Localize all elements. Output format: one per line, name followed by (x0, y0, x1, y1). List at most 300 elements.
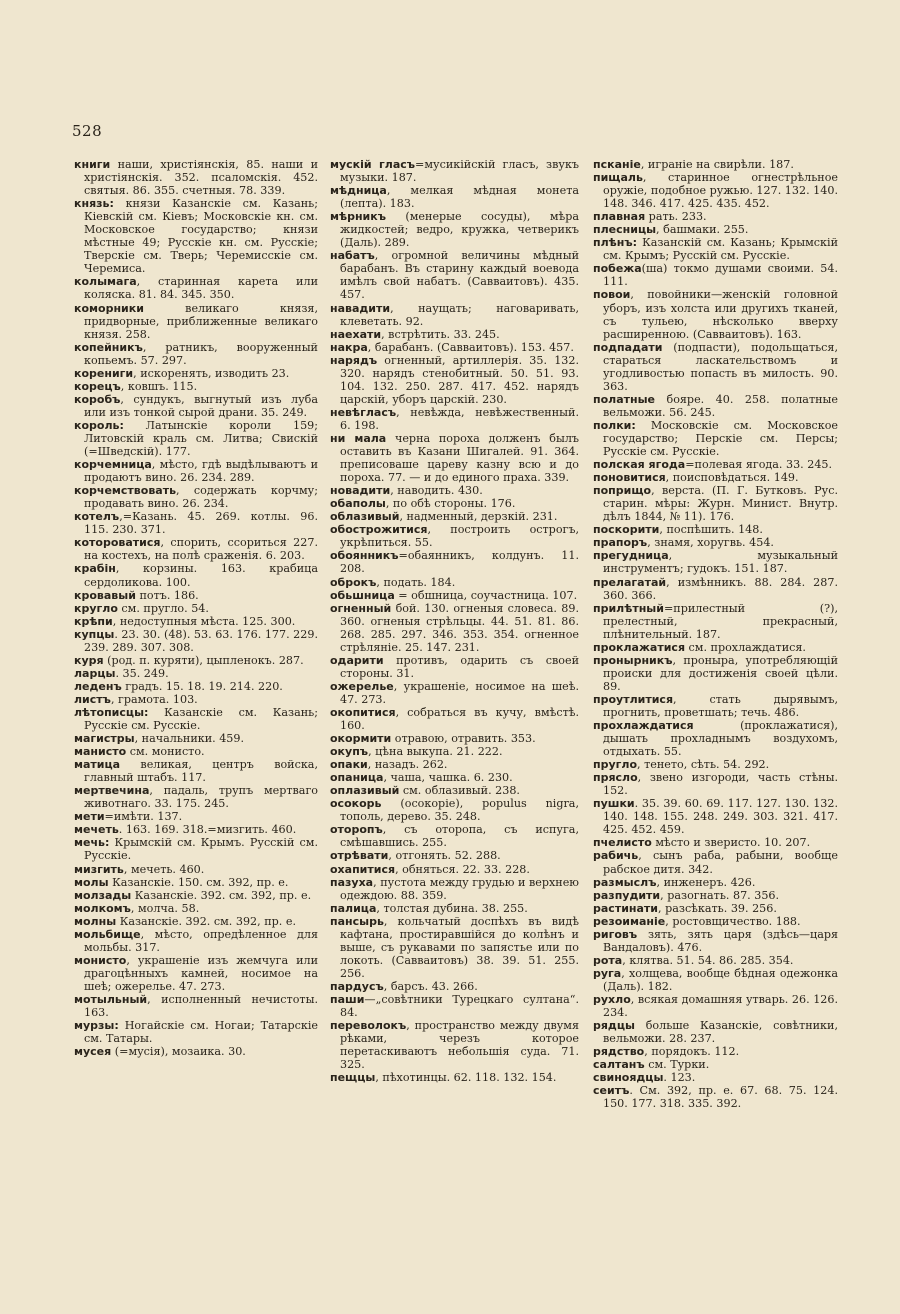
index-entry (74, 484, 318, 510)
entry-text: , наводить. 430. (390, 484, 483, 498)
entry-headword: прегудница (593, 549, 669, 563)
entry-headword: прелагатай (593, 575, 667, 589)
index-entry (330, 1071, 579, 1084)
entry-text: =мусикійскій гласъ, звукъ музыки. 187. (340, 158, 580, 185)
entry-headword: прилѣтный (593, 601, 664, 615)
index-entry (330, 328, 579, 341)
index-entry (74, 589, 318, 602)
entry-headword: корчемница (74, 458, 152, 472)
index-entry (330, 849, 579, 862)
entry-text: , цѣна выкупа. 21. 222. (368, 745, 503, 759)
entry-headword: окупъ (330, 745, 369, 759)
entry-text: , мѣсто, гдѣ выдѣлываютъ и продаютъ вино. 26. 234. 289. (84, 458, 318, 485)
entry-text: , отгонять. 52. 288. (388, 849, 501, 863)
entry-headword: размыслъ (593, 875, 657, 889)
entry-text: , инженеръ. 426. (656, 875, 756, 889)
entry-text: , чаша, чашка. 6. 230. (383, 771, 513, 785)
index-column-2 (330, 158, 579, 1084)
index-column-1 (74, 158, 318, 1058)
index-entry (74, 158, 318, 197)
entry-text: , порядокъ. 112. (644, 1045, 740, 1059)
index-entry (74, 1045, 318, 1058)
index-entry (74, 1019, 318, 1045)
index-entry (593, 928, 838, 954)
entry-headword: котелъ (74, 510, 120, 524)
entry-headword: разпудити (593, 888, 661, 902)
entry-headword: матица (74, 758, 121, 772)
index-entry (74, 380, 318, 393)
entry-text: (=мусія), мозаика. 30. (111, 1045, 246, 1059)
entry-text: , разогнать. 87. 356. (660, 888, 780, 902)
entry-headword: колымага (74, 275, 137, 289)
entry-headword: новадити (330, 484, 391, 498)
index-entry (74, 693, 318, 706)
entry-text: , холщева, вообще бѣдная одежонка (Даль). 182. (603, 966, 838, 993)
entry-headword: опаки (330, 758, 368, 772)
entry-text: , падаль, трупъ мертваго животнаго. 33. 175. 245. (84, 784, 318, 811)
index-entry (593, 954, 838, 967)
entry-text: , недоступныя мѣста. 125. 300. (112, 614, 296, 628)
index-entry (593, 654, 838, 693)
entry-headword: рухло (593, 993, 631, 1006)
entry-headword: крабін (74, 562, 116, 576)
entry-headword: пансырь (330, 914, 384, 928)
index-entry (593, 719, 838, 758)
index-entry (593, 262, 838, 288)
entry-text: = обшница, соучастница. 107. (394, 588, 578, 602)
entry-headword: охапитися (330, 862, 396, 876)
entry-text: , клятва. 51. 54. 86. 285. 354. (622, 953, 794, 967)
index-entry (74, 341, 318, 367)
entry-headword: корчемствовать (74, 484, 177, 498)
entry-headword: поприщо (593, 484, 652, 498)
entry-text: (ша) токмо душами своими. 54. 111. (603, 262, 838, 289)
entry-headword: одарити (330, 653, 384, 667)
entry-headword: набатъ (330, 249, 375, 263)
entry-text: =прилестный (?), прелестный, прекрасный, плѣнительный. 187. (603, 601, 838, 641)
entry-headword: обаполы (330, 497, 386, 511)
index-entry (593, 549, 838, 575)
entry-text: , украшеніе изъ жемчуга или драгоцѣнныхъ камней, носимое на шеѣ; ожерелье. 47. 273. (84, 953, 318, 993)
entry-text: , барсъ. 43. 266. (383, 979, 478, 993)
entry-headword: побежа (593, 262, 642, 276)
entry-text: ,=Казань. 45. 269. котлы. 96. 115. 230. 371. (84, 510, 318, 537)
entry-text: , ростовщичество. 188. (665, 914, 801, 928)
index-entry (330, 589, 579, 602)
index-entry (593, 1071, 838, 1084)
entry-text: см. пругло. 54. (117, 601, 209, 615)
index-entry (330, 576, 579, 589)
index-entry (593, 889, 838, 902)
index-entry (593, 1019, 838, 1045)
index-entry (74, 510, 318, 536)
entry-headword: резоиманіе (593, 914, 666, 928)
entry-headword: мѣдница (330, 184, 387, 198)
index-entry (330, 771, 579, 784)
entry-headword: подпадати (593, 340, 663, 354)
entry-text: , ратникъ, вооруженный копьемъ. 57. 297. (84, 340, 318, 367)
entry-text: огненный, артиллерія. 35. 132. 320. нарядъ стенобитный. 50. 51. 93. 104. 132. 250. 287. 417. 452. нарядъ царскій, уборъ царскій. 230. (340, 353, 579, 406)
entry-headword: рабичь (593, 849, 639, 863)
index-entry (593, 158, 838, 171)
entry-text: , знамя, хоругвь. 454. (647, 536, 774, 550)
index-entry (593, 967, 838, 993)
entry-headword: палица (330, 901, 377, 915)
index-entry (593, 471, 838, 484)
entry-text: , обняться. 22. 33. 228. (395, 862, 530, 876)
index-entry (74, 863, 318, 876)
index-entry (330, 863, 579, 876)
entry-headword: пазуха (330, 875, 374, 889)
index-entry (330, 797, 579, 823)
entry-headword: корецъ (74, 379, 121, 393)
index-entry (74, 889, 318, 902)
entry-text: , измѣнникъ. 88. 284. 287. 360. 366. (603, 575, 838, 602)
entry-headword: коморники (74, 301, 144, 315)
entry-headword: мети (74, 810, 105, 824)
entry-text: , пѣхотинцы. 62. 118. 132. 154. (375, 1071, 557, 1085)
index-entry (593, 210, 838, 223)
index-entry (330, 915, 579, 980)
entry-headword: оторопъ (330, 823, 383, 837)
index-entry (330, 732, 579, 745)
entry-text: , ковшъ. 115. (120, 379, 198, 393)
entry-text: князи Казанскіе см. Казань; Кіевскій см. Кіевъ; Московскіе кн. см. Московское государство; князи мѣстные 49; Русскіе кн. см. Русскіе; Тверскіе см. Тверь; Черемисскіе см. Черемиса. (84, 197, 318, 276)
index-entry (330, 784, 579, 797)
entry-text: великая, центръ войска, главный штабъ. 117. (84, 758, 318, 785)
entry-headword: окопитися (330, 705, 396, 719)
index-entry (330, 823, 579, 849)
index-entry (74, 393, 318, 419)
entry-headword: поновитися (593, 471, 666, 485)
entry-text: , повойники—женскій головной уборъ, изъ холста или другихъ тканей, съ тульею, нѣсколько вверху расширенною. (Савваитовъ). 163. (603, 288, 838, 341)
index-entry (593, 797, 838, 836)
entry-headword: ларцы (74, 666, 116, 680)
index-entry (330, 510, 579, 523)
index-entry (330, 602, 579, 654)
index-entry (74, 197, 318, 275)
entry-headword: навадити (330, 301, 391, 315)
entry-headword: коробъ (74, 392, 121, 406)
index-entry (593, 602, 838, 641)
entry-text: , мечеть. 460. (123, 862, 205, 876)
entry-text: см. облазивый. 238. (399, 784, 520, 798)
entry-text: Московскіе см. Московское государство; Перскіе см. Персы; Русскіе см. Русскіе. (603, 418, 838, 459)
index-entry (593, 223, 838, 236)
index-entry (330, 876, 579, 902)
index-entry (74, 836, 318, 862)
index-entry (330, 184, 579, 210)
entry-text: (осокоріе), populus nigra, тополь, дерево. 35. 248. (340, 797, 579, 824)
entry-headword: полская ягода (593, 458, 686, 472)
index-entry (330, 406, 579, 432)
entry-headword: мечь: (74, 836, 110, 850)
entry-headword: наехати (330, 327, 382, 341)
entry-headword: плесницы (593, 223, 657, 237)
entry-text: , назадъ. 262. (367, 758, 448, 772)
index-entry (593, 341, 838, 393)
entry-text: , молча. 58. (130, 901, 200, 915)
index-entry (330, 302, 579, 328)
entry-headword: паши (330, 993, 365, 1006)
index-entry (74, 810, 318, 823)
entry-text: =имѣти. 137. (104, 810, 183, 824)
entry-text: зять, зять царя (здѣсь—царя Вандаловъ). 476. (603, 927, 838, 954)
index-entry (330, 745, 579, 758)
entry-text: бояре. 40. 258. полатные вельможи. 56. 245. (603, 392, 838, 419)
entry-headword: листъ (74, 692, 111, 706)
index-entry (593, 536, 838, 549)
index-entry (74, 928, 318, 954)
index-entry (74, 628, 318, 654)
entry-headword: пещцы (330, 1071, 376, 1085)
entry-text: (подпасти), подольщаться, стараться ласкательствомъ и угодливостью попасть въ милость. 90. 363. (603, 340, 838, 393)
entry-headword: кругло (74, 601, 118, 615)
entry-text: , встрѣтить. 33. 245. (381, 327, 500, 341)
entry-headword: салтанъ (593, 1058, 645, 1072)
entry-text: потъ. 186. (135, 588, 199, 602)
entry-text: Казанскіе. 392. см. 392, пр. е. (116, 914, 297, 928)
entry-headword: прохлаждатися (593, 719, 694, 733)
index-entry (74, 302, 318, 341)
index-entry (330, 484, 579, 497)
index-entry (593, 171, 838, 210)
index-entry (74, 680, 318, 693)
entry-text: , поспѣшить. 148. (659, 523, 763, 537)
entry-headword: мотыльный (74, 993, 148, 1006)
entry-text: , пронырa, употребляющій происки для достиженія своей цѣли. 89. (603, 653, 838, 693)
index-entry (74, 784, 318, 810)
index-entry (593, 576, 838, 602)
entry-headword: мусея (74, 1045, 112, 1059)
index-entry (74, 419, 318, 458)
entry-text: мѣсто и зверисто. 10. 207. (651, 836, 811, 850)
entry-headword: пронырникъ (593, 653, 673, 667)
index-entry (74, 745, 318, 758)
entry-text: см. Турки. (644, 1058, 710, 1072)
entry-text: . 163. 169. 318.=мизгить. 460. (118, 823, 297, 837)
index-entry (74, 367, 318, 380)
entry-headword: молны (74, 914, 117, 928)
entry-text: Ногайскіе см. Ногаи; Татарскіе см. Татары. (84, 1019, 318, 1046)
entry-text: , старинное огнестрѣльное оружіе, подобное ружью. 127. 132. 140. 148. 346. 417. 425. 435. 452. (603, 171, 838, 211)
index-entry (330, 993, 579, 1019)
entry-text: , надменный, дерзкій. 231. (399, 510, 558, 524)
entry-text: , невѣжда, невѣжественный. 6. 198. (340, 405, 579, 432)
entry-headword: отрѣвати (330, 849, 389, 863)
index-entry (74, 536, 318, 562)
page-number: 528 (72, 122, 103, 140)
entry-text: , поисповѣдаться. 149. (665, 471, 799, 485)
index-entry (330, 497, 579, 510)
entry-headword: ожерелье (330, 679, 394, 693)
entry-text: градъ. 15. 18. 19. 214. 220. (121, 679, 283, 693)
index-entry (330, 523, 579, 549)
entry-headword: пчелисто (593, 836, 652, 850)
entry-headword: осокорь (330, 797, 382, 811)
index-entry (593, 758, 838, 771)
index-entry (74, 706, 318, 732)
index-entry (74, 902, 318, 915)
index-entry (593, 1045, 838, 1058)
entry-headword: мертвечина (74, 784, 150, 798)
entry-headword: полки: (593, 418, 636, 432)
entry-text: , спорить, ссориться 227. на костехъ, на полѣ сраженія. 6. 203. (84, 536, 318, 563)
index-entry (593, 1084, 838, 1110)
entry-text: , украшеніе, носимое на шеѣ. 47. 273. (340, 679, 579, 706)
entry-text: . 23. 30. (48). 53. 63. 176. 177. 229. 239. 289. 307. 308. (84, 627, 318, 654)
index-entry (330, 341, 579, 354)
index-entry (593, 641, 838, 654)
entry-headword: нарядъ (330, 353, 378, 367)
entry-text: , наущать; наговаривать, клеветать. 92. (340, 301, 579, 328)
index-entry (593, 902, 838, 915)
entry-text: , стать дырявымъ, прогнить, проветшать; течь. 486. (603, 692, 838, 719)
index-entry (74, 458, 318, 484)
entry-text: , сынъ раба, рабыни, вообще рабское дитя. 342. (603, 849, 838, 876)
entry-text: , огромной величины мѣдный барабанъ. Въ старину каждый воевода имѣлъ свой набатъ. (Савваитовъ). 435. 457. (340, 249, 579, 302)
index-entry (74, 758, 318, 784)
index-entry (330, 902, 579, 915)
entry-headword: лѣтописцы: (74, 705, 149, 719)
entry-headword: корениги (74, 366, 134, 380)
entry-headword: полатные (593, 392, 656, 406)
index-entry (74, 654, 318, 667)
entry-headword: кровавый (74, 588, 136, 602)
entry-headword: молзады (74, 888, 132, 902)
entry-headword: магистры (74, 732, 135, 746)
index-entry (593, 236, 838, 262)
entry-headword: проутлитися (593, 692, 674, 706)
index-entry (330, 249, 579, 301)
entry-text: —„совѣтники Турецкаго султана“. 84. (340, 993, 579, 1020)
entry-text: Казанскій см. Казань; Крымскій см. Крымъ; Русскій см. Русскіе. (603, 236, 838, 263)
entry-headword: оплазивый (330, 784, 400, 798)
entry-headword: обьшница (330, 588, 395, 602)
entry-text: , тенето, сѣть. 54. 292. (637, 758, 770, 772)
index-entry (330, 654, 579, 680)
entry-text: черна пороха долженъ былъ оставить въ Казани Шигалей. 91. 364. преписоваше цареву казну всю и до пороха. 77. — и до единого праха. 339. (340, 431, 579, 485)
entry-headword: поскорити (593, 523, 660, 537)
entry-text: . 35. 249. (115, 666, 169, 680)
entry-headword: пищаль (593, 171, 643, 185)
entry-text: , корзины. 163. крабица сердоликова. 100. (84, 562, 318, 589)
entry-headword: окормити (330, 732, 392, 746)
entry-headword: рота (593, 953, 623, 967)
entry-text: , барабанъ. (Савваитовъ). 153. 457. (367, 340, 574, 354)
index-entry (330, 980, 579, 993)
entry-headword: переволокъ (330, 1019, 407, 1033)
index-entry (593, 915, 838, 928)
index-entry (593, 288, 838, 340)
entry-text: , разсѣкать. 39. 256. (658, 901, 777, 915)
entry-text: отравою, отравить. 353. (391, 732, 536, 746)
entry-headword: мѣрникъ (330, 210, 386, 224)
entry-text: , сундукъ, выгнутый изъ луба или изъ тонкой сырой драни. 35. 249. (84, 392, 318, 419)
index-entry (74, 602, 318, 615)
entry-text: , содержать корчму; продавать вино. 26. 234. (84, 484, 318, 511)
entry-headword: повои (593, 288, 631, 302)
index-entry (330, 758, 579, 771)
entry-headword: князь: (74, 197, 114, 211)
entry-text: . 123. (663, 1071, 696, 1085)
entry-text: , подать. 184. (376, 575, 456, 589)
entry-text: =полевая ягода. 33. 245. (685, 458, 833, 472)
index-entry (74, 823, 318, 836)
entry-text: см. монисто. (126, 745, 205, 759)
index-entry (593, 771, 838, 797)
entry-text: наши, христіянскія, 85. наши и христіянскія. 352. псаломскія. 452. святыя. 86. 355. счетныя. 78. 339. (84, 158, 318, 198)
entry-text: , музыкальный инструментъ; гудокъ. 151. 187. (603, 549, 838, 576)
entry-headword: обострожитися (330, 523, 428, 537)
index-entry (593, 876, 838, 889)
index-entry (593, 484, 838, 523)
entry-text: , начальники. 459. (134, 732, 245, 746)
entry-headword: плавная (593, 210, 646, 224)
entry-text: , съ оторопа, съ испуга, смѣшавшись. 255. (340, 823, 579, 850)
index-entry (593, 419, 838, 458)
entry-headword: опаница (330, 771, 384, 785)
index-entry (330, 354, 579, 406)
index-entry (593, 849, 838, 875)
entry-text: см. прохлаждатися. (685, 640, 806, 654)
entry-text: бой. 130. огненыя словеса. 89. 360. огненыя стрѣльцы. 44. 51. 81. 86. 268. 285. 297. 346. 353. 354. огненное стрѣляніе. 25. 147. 231. (340, 601, 579, 654)
index-entry (330, 432, 579, 484)
entry-text: рать. 233. (645, 210, 707, 224)
entry-text: . 35. 39. 60. 69. 117. 127. 130. 132. 140. 148. 155. 248. 249. 303. 321. 417. 425. 452. 459. (603, 797, 838, 837)
index-entry (74, 275, 318, 301)
entry-headword: обоянникъ (330, 549, 399, 563)
entry-text: противъ, одарить съ своей стороны. 31. (340, 653, 579, 680)
entry-text: больше Казанскіе, совѣтники, вельможи. 28. 237. (603, 1019, 838, 1046)
entry-text: (проклажатися), дышать прохладнымъ воздухомъ, отдыхать. 55. (603, 719, 838, 759)
index-entry (330, 706, 579, 732)
entry-headword: книги (74, 158, 111, 171)
entry-headword: ни мала (330, 431, 387, 445)
entry-text: Латынскіе короли 159; Литовскій краль см. Литва; Свискій (=Шведскій). 177. (84, 418, 318, 459)
entry-headword: пушки (593, 797, 635, 811)
index-entry (593, 393, 838, 419)
entry-headword: невѣгласъ (330, 405, 397, 419)
entry-headword: руга (593, 966, 622, 980)
index-entry (593, 693, 838, 719)
entry-headword: мольбище (74, 927, 141, 941)
entry-headword: мускій гласъ (330, 158, 416, 171)
entry-text: Крымскій см. Крымъ. Русскій см. Русскіе. (84, 836, 318, 863)
entry-text: , по обѣ стороны. 176. (385, 497, 516, 511)
index-entry (74, 915, 318, 928)
index-entry (74, 993, 318, 1019)
entry-text: , пространство между двумя рѣками, черезъ которое перетаскиваютъ небольшія суда. 71. 325. (340, 1019, 579, 1072)
entry-headword: проклажатися (593, 640, 686, 654)
entry-headword: свиноядцы (593, 1071, 664, 1085)
entry-text: , построить острогъ, укрѣпиться. 55. (340, 523, 579, 550)
index-entry (74, 615, 318, 628)
entry-headword: мизгить (74, 862, 124, 876)
entry-headword: прапоръ (593, 536, 648, 550)
entry-headword: куря (74, 653, 104, 667)
index-entry (74, 562, 318, 588)
entry-headword: пардусъ (330, 979, 384, 993)
entry-text: , грамота. 103. (110, 692, 198, 706)
entry-headword: крѣпи (74, 614, 113, 628)
entry-headword: монисто (74, 953, 127, 967)
entry-headword: сеитъ (593, 1084, 630, 1098)
entry-headword: молкомъ (74, 901, 131, 915)
entry-text: Казанскіе. 150. см. 392, пр. е. (108, 875, 289, 889)
entry-text: , старинная карета или коляска. 81. 84. 345. 350. (84, 275, 318, 302)
index-entry (74, 876, 318, 889)
